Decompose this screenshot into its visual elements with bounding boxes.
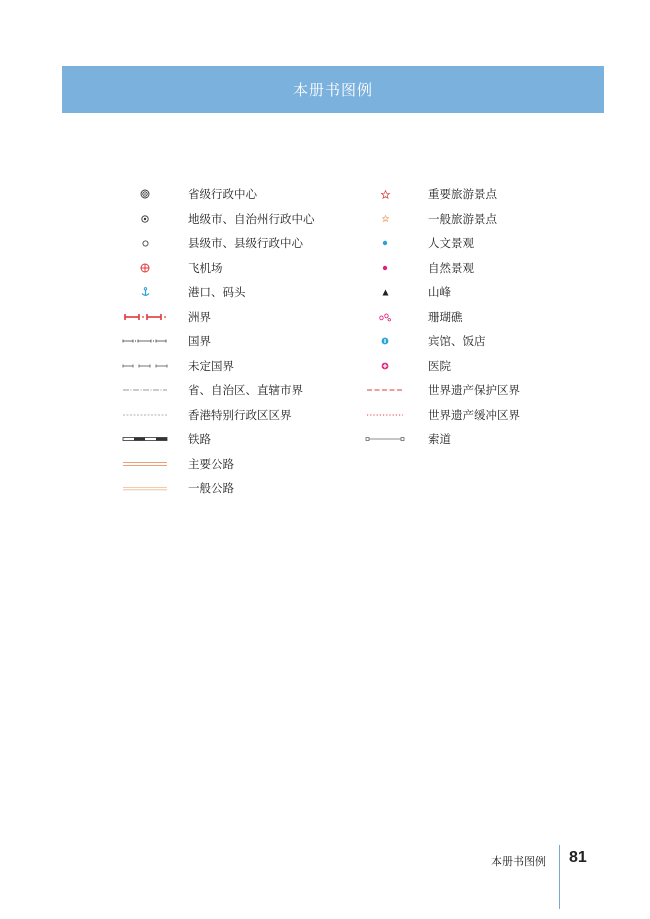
ordinary-road-icon xyxy=(110,476,180,501)
port-icon xyxy=(110,280,180,305)
major-attraction-icon xyxy=(350,182,420,207)
legend-label: 医院 xyxy=(428,358,451,373)
legend-label: 世界遗产缓冲区界 xyxy=(428,407,520,422)
legend-label: 一般公路 xyxy=(188,481,234,495)
natural-landscape-icon xyxy=(350,256,420,281)
main-road-icon xyxy=(110,452,180,477)
legend-label: 省、自治区、直辖市界 xyxy=(188,383,303,397)
hotel-icon xyxy=(350,329,420,354)
legend-label: 国界 xyxy=(188,334,211,348)
legend-label: 一般旅游景点 xyxy=(428,211,497,226)
peak-icon xyxy=(350,280,420,305)
county-capital-icon xyxy=(110,231,180,256)
legend-label: 珊瑚礁 xyxy=(428,309,463,324)
provincial-capital-icon xyxy=(110,182,180,207)
heritage-protection-boundary-icon xyxy=(350,378,420,403)
page-title: 本册书图例 xyxy=(292,81,373,99)
railway-icon xyxy=(110,427,180,452)
coral-reef-icon xyxy=(350,305,420,330)
legend-label: 香港特别行政区区界 xyxy=(188,407,292,422)
cultural-landscape-icon xyxy=(350,231,420,256)
page-number: 81 xyxy=(569,849,587,866)
legend-label: 省级行政中心 xyxy=(188,187,257,201)
legend-label: 宾馆、饭店 xyxy=(428,334,486,348)
legend-label: 县级市、县级行政中心 xyxy=(188,236,303,250)
legend-label: 洲界 xyxy=(188,309,211,324)
hongkong-boundary-icon xyxy=(110,403,180,428)
legend-label: 山峰 xyxy=(428,285,451,299)
heritage-buffer-boundary-icon xyxy=(350,403,420,428)
legend-label: 世界遗产保护区界 xyxy=(428,383,520,397)
legend-label: 铁路 xyxy=(188,432,211,446)
cableway-icon xyxy=(350,427,420,452)
legend-label: 未定国界 xyxy=(188,358,234,373)
national-boundary-icon xyxy=(110,329,180,354)
hospital-icon xyxy=(350,354,420,379)
footer-title: 本册书图例 xyxy=(491,855,546,868)
legend-label: 人文景观 xyxy=(428,236,474,250)
legend-label: 港口、码头 xyxy=(188,285,246,299)
undetermined-boundary-icon xyxy=(110,354,180,379)
legend-title-banner xyxy=(62,66,604,113)
legend-label: 索道 xyxy=(428,432,451,446)
provincial-boundary-icon xyxy=(110,378,180,403)
continent-boundary-icon xyxy=(110,305,180,330)
legend-label: 主要公路 xyxy=(188,456,234,471)
minor-attraction-icon xyxy=(350,207,420,232)
legend-label: 飞机场 xyxy=(188,260,223,275)
legend-label: 重要旅游景点 xyxy=(428,187,497,201)
prefecture-capital-icon xyxy=(110,207,180,232)
airport-icon xyxy=(110,256,180,281)
footer-divider xyxy=(559,845,560,909)
legend-label: 地级市、自治州行政中心 xyxy=(188,211,315,226)
legend-label: 自然景观 xyxy=(428,260,474,275)
